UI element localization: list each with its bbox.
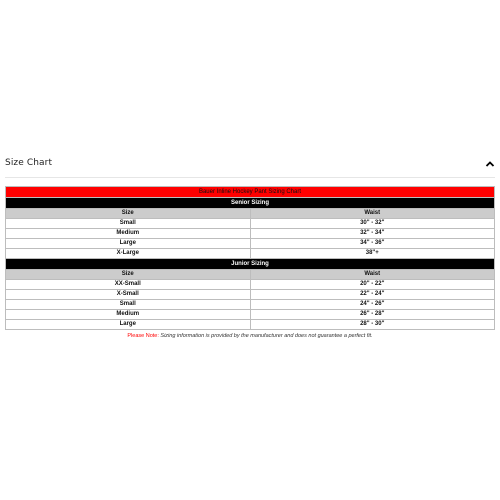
waist-cell: 20" - 22" (250, 280, 495, 290)
size-cell: Medium (6, 310, 251, 320)
size-cell: X-Small (6, 290, 251, 300)
table-row (6, 320, 495, 330)
waist-cell: 38"+ (250, 249, 495, 259)
note-label: Please Note: (127, 333, 159, 339)
note-text: Sizing information is provided by the manufacturer and does not guarantee a perfect fit. (158, 333, 373, 339)
chevron-up-icon[interactable] (485, 159, 495, 169)
junior-column-header-row (6, 270, 495, 280)
senior-section-row (6, 198, 495, 209)
table-row (6, 239, 495, 249)
column-header-size: Size (6, 270, 251, 280)
table-row (6, 249, 495, 259)
junior-heading: Junior Sizing (6, 259, 495, 270)
senior-column-header-row (6, 209, 495, 219)
column-header-waist: Waist (250, 270, 495, 280)
size-chart-header[interactable] (5, 158, 495, 174)
table-row (6, 280, 495, 290)
size-cell: Large (6, 320, 251, 330)
size-chart-title: Size Chart (5, 158, 53, 168)
sizing-note (5, 333, 495, 339)
waist-cell: 22" - 24" (250, 290, 495, 300)
waist-cell: 24" - 26" (250, 300, 495, 310)
divider (5, 177, 495, 178)
junior-section-row (6, 259, 495, 270)
waist-cell: 30" - 32" (250, 219, 495, 229)
size-cell: XX-Small (6, 280, 251, 290)
table-row (6, 219, 495, 229)
waist-cell: 26" - 28" (250, 310, 495, 320)
column-header-size: Size (6, 209, 251, 219)
size-chart-table (5, 186, 495, 330)
table-row (6, 300, 495, 310)
senior-heading: Senior Sizing (6, 198, 495, 209)
size-cell: Large (6, 239, 251, 249)
size-cell: Small (6, 219, 251, 229)
table-row (6, 229, 495, 239)
chart-title: Bauer Inline Hockey Pant Sizing Chart (6, 187, 495, 198)
size-cell: X-Large (6, 249, 251, 259)
size-cell: Small (6, 300, 251, 310)
chart-title-row (6, 187, 495, 198)
waist-cell: 32" - 34" (250, 229, 495, 239)
table-row (6, 310, 495, 320)
waist-cell: 28" - 30" (250, 320, 495, 330)
size-cell: Medium (6, 229, 251, 239)
table-row (6, 290, 495, 300)
waist-cell: 34" - 36" (250, 239, 495, 249)
column-header-waist: Waist (250, 209, 495, 219)
